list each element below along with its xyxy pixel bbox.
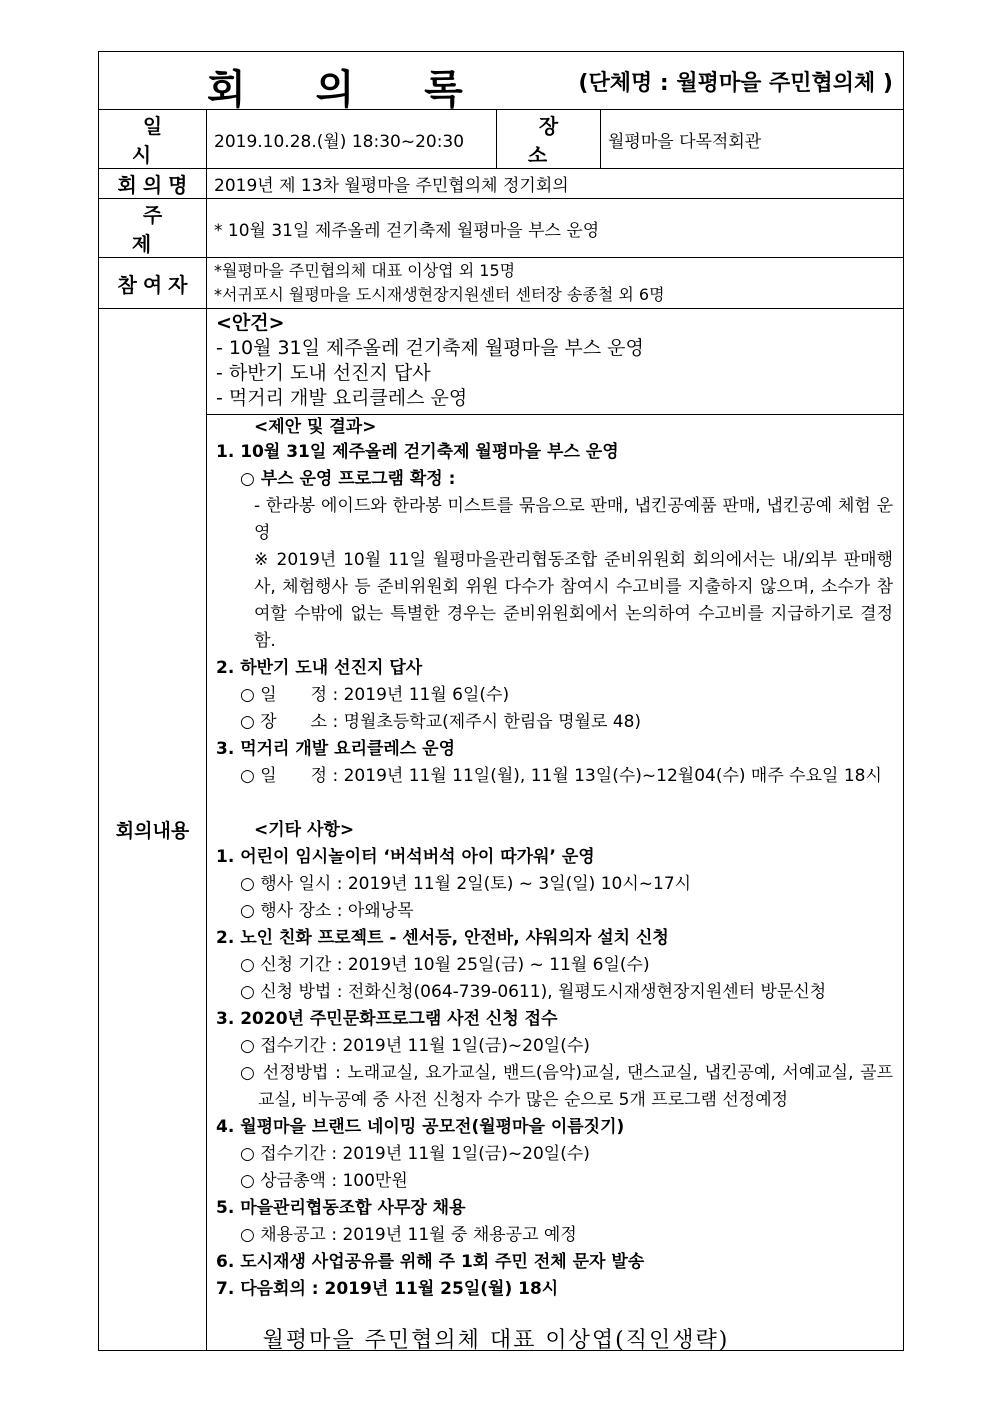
etc-1-date: ○ 행사 일시 : 2019년 11월 2일(토) ~ 3일(일) 10시~17시 bbox=[240, 874, 692, 894]
etc-1-place: ○ 행사 장소 : 아왜낭목 bbox=[240, 901, 414, 921]
etc-7-title: 7. 다음회의 : 2019년 11월 25일(월) 18시 bbox=[216, 1279, 559, 1299]
place-label: 장 소 bbox=[497, 110, 601, 169]
meeting-minutes-document bbox=[98, 51, 903, 1351]
meeting-name-value: 2019년 제 13차 월평마을 주민협의체 정기회의 bbox=[207, 169, 904, 199]
minutes-table bbox=[98, 51, 904, 1351]
attendees-value bbox=[207, 258, 904, 309]
date-value: 2019.10.28.(월) 18:30~20:30 bbox=[207, 110, 497, 169]
date-label: 일 시 bbox=[99, 110, 207, 169]
content-label: 회의내용 bbox=[99, 309, 207, 1351]
proposal-1-sub: ○ 부스 운영 프로그램 확정 : bbox=[240, 469, 456, 489]
proposal-2-place: ○ 장 소 : 명월초등학교(제주시 한림읍 명월로 48) bbox=[240, 712, 642, 732]
proposal-1-title: 1. 10월 31일 제주올레 걷기축제 월평마을 부스 운영 bbox=[216, 442, 619, 462]
proposals-title: <제안 및 결과> bbox=[254, 417, 377, 437]
etc-3-period: ○ 접수기간 : 2019년 11월 1일(금)~20일(수) bbox=[240, 1036, 590, 1056]
topic-value: * 10월 31일 제주올레 걷기축제 월평마을 부스 운영 bbox=[207, 199, 904, 258]
etc-5-notice: ○ 채용공고 : 2019년 11월 중 채용공고 예정 bbox=[240, 1225, 577, 1245]
spacer bbox=[216, 790, 893, 817]
agenda-item: - 먹거리 개발 요리클레스 운영 bbox=[216, 387, 468, 409]
content-cell bbox=[207, 309, 904, 1351]
agenda-item: - 하반기 도내 선진지 답사 bbox=[216, 362, 431, 384]
etc-4-prize: ○ 상금총액 : 100만원 bbox=[240, 1171, 408, 1191]
proposal-3-date: ○ 일 정 : 2019년 11월 11일(월), 11월 13일(수)~12월04(수) 매주 수요일 18시 bbox=[240, 766, 882, 786]
agenda-item: - 10월 31일 제주올레 걷기축제 월평마을 부스 운영 bbox=[216, 337, 644, 359]
organization-name: (단체명 : 월평마을 주민협의체 ) bbox=[578, 71, 893, 96]
proposal-1-note: ※ 2019년 10월 11일 월평마을관리협동조합 준비위원회 회의에서는 내/외부 판매행사, 체험행사 등 준비위원회 위원 다수가 참여시 수고비를 지출하지 않으며, 소수가 참여할 수밖에 없는 특별한 경우는 준비위원회에서 논의하여 수고비를 지급하기로 결정함. bbox=[254, 550, 893, 651]
attendee-line: *서귀포시 월평마을 도시재생현장지원센터 센터장 송종철 외 6명 bbox=[214, 285, 665, 304]
attendees-label: 참여자 bbox=[99, 258, 207, 309]
document-title: 회 의 록 bbox=[207, 67, 491, 113]
etc-4-title: 4. 월평마을 브랜드 네이밍 공모전(월평마을 이름짓기) bbox=[216, 1117, 625, 1137]
etc-1-title: 1. 어린이 임시놀이터 ‘버석버석 아이 따가워’ 운영 bbox=[216, 847, 595, 867]
etc-3-title: 3. 2020년 주민문화프로그램 사전 신청 접수 bbox=[216, 1009, 558, 1029]
signature-line: 월평마을 주민협의체 대표 이상엽(직인생략) bbox=[262, 1328, 730, 1353]
etc-4-period: ○ 접수기간 : 2019년 11월 1일(금)~20일(수) bbox=[240, 1144, 590, 1164]
etc-3-method: ○ 선정방법 : 노래교실, 요가교실, 밴드(음악)교실, 댄스교실, 냅킨공예, 서예교실, 골프교실, 비누공예 중 사전 신청자 수가 많은 순으로 5개 프로그램 선정예정 bbox=[240, 1063, 893, 1110]
etc-2-period: ○ 신청 기간 : 2019년 10월 25일(금) ~ 11월 6일(수) bbox=[240, 955, 650, 975]
place-value: 월평마을 다목적회관 bbox=[601, 110, 904, 169]
etc-6-title: 6. 도시재생 사업공유를 위해 주 1회 주민 전체 문자 발송 bbox=[216, 1252, 645, 1272]
proposal-3-title: 3. 먹거리 개발 요리클레스 운영 bbox=[216, 739, 456, 759]
etc-2-method: ○ 신청 방법 : 전화신청(064-739-0611), 월평도시재생현장지원센터 방문신청 bbox=[240, 982, 827, 1002]
proposal-2-title: 2. 하반기 도내 선진지 답사 bbox=[216, 658, 423, 678]
proposal-1-detail: - 한라봉 에이드와 한라봉 미스트를 묶음으로 판매, 냅킨공예품 판매, 냅킨공예 체험 운영 bbox=[254, 496, 893, 543]
title-row bbox=[99, 52, 904, 113]
etc-2-title: 2. 노인 친화 프로젝트 - 센서등, 안전바, 샤워의자 설치 신청 bbox=[216, 928, 669, 948]
meeting-name-label: 회의명 bbox=[99, 169, 207, 199]
topic-label: 주 제 bbox=[99, 199, 207, 258]
attendee-line: *월평마을 주민협의체 대표 이상엽 외 15명 bbox=[214, 261, 516, 280]
etc-5-title: 5. 마을관리협동조합 사무장 채용 bbox=[216, 1198, 466, 1218]
agenda-title: <안건> bbox=[216, 312, 285, 334]
proposal-2-date: ○ 일 정 : 2019년 11월 6일(수) bbox=[240, 685, 510, 705]
etc-title: <기타 사항> bbox=[254, 820, 355, 840]
